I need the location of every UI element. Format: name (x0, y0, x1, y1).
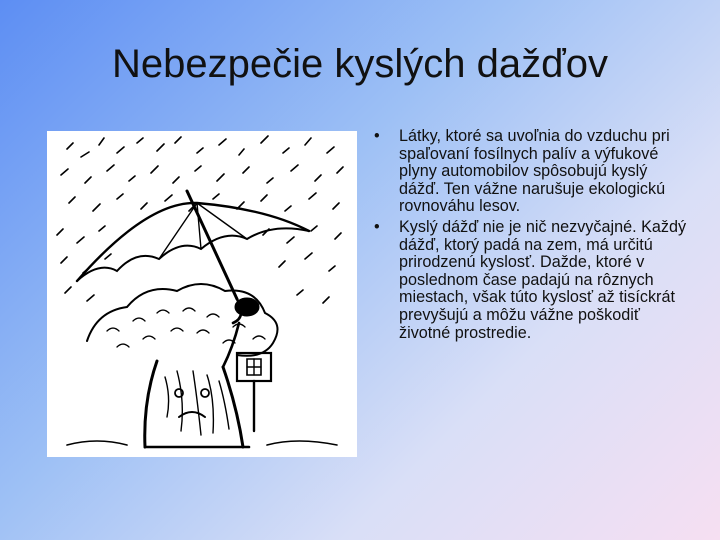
bullet-text: Kyslý dážď nie je nič nezvyčajné. Každý dážď, ktorý padá na zem, má určitú prirodzenú kyslosť. Dažde, ktoré v poslednom čase padajú na rôznych miestach, však túto kyslosť až tisíckrát prevyšujú a môžu vážne poškodiť životné prostredie. (399, 217, 687, 342)
slide-title: Nebezpečie kyslých dažďov (112, 42, 608, 86)
acid-rain-tree-icon (47, 131, 357, 457)
bullet-dot: • (374, 217, 380, 236)
bullet-dot: • (374, 127, 380, 145)
bullet-text: Látky, ktoré sa uvoľnia do vzduchu pri spaľovaní fosílnych palív a výfukové plyny automobilov spôsobujú kyslý dážď. Ten vážne narušuje ekologickú rovnováhu lesov. (399, 127, 670, 216)
bullet-list (374, 128, 692, 345)
acid-rain-tree-illustration (47, 131, 357, 457)
bullet-item (374, 128, 692, 216)
bullet-item (374, 219, 692, 342)
